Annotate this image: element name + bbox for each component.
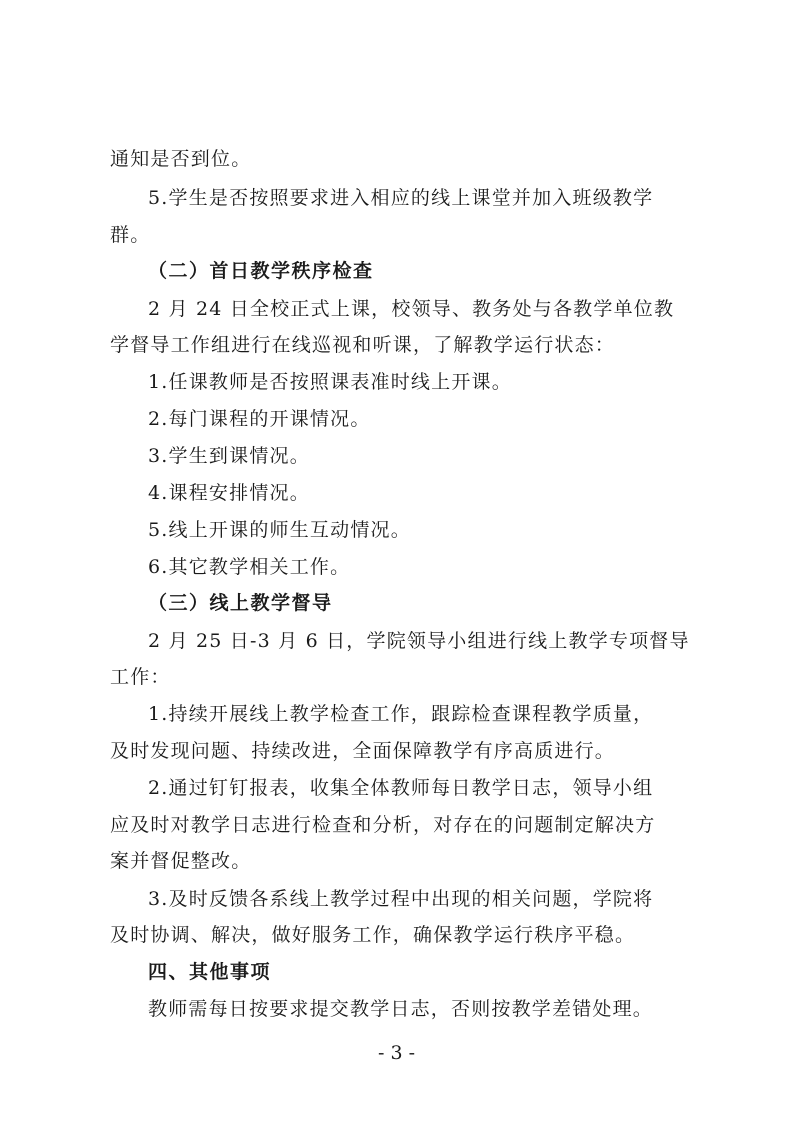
paragraph-line: 及时发现问题、持续改进，全面保障教学有序高质进行。 [110, 740, 616, 762]
paragraph-line: 及时协调、解决，做好服务工作，确保教学运行秩序平稳。 [110, 924, 636, 946]
section-heading: （二）首日教学秩序检查 [148, 260, 374, 282]
paragraph-line: 应及时对教学日志进行检查和分析，对存在的问题制定解决方 [110, 814, 656, 836]
paragraph-line: 2 月 25 日-3 月 6 日，学院领导小组进行线上教学专项督导 [148, 630, 690, 652]
section-heading: （三）线上教学督导 [148, 592, 333, 614]
list-item-line: 6.其它教学相关工作。 [148, 556, 351, 578]
list-item-line: 1.持续开展线上教学检查工作，跟踪检查课程教学质量， [148, 703, 654, 725]
paragraph-line: 学督导工作组进行在线巡视和听课，了解教学运行状态： [110, 334, 616, 356]
list-item-line: 1.任课教师是否按照课表准时线上开课。 [148, 371, 512, 393]
paragraph-line: 2 月 24 日全校正式上课，校领导、教务处与各教学单位教 [148, 298, 675, 320]
paragraph-line: 案并督促整改。 [110, 850, 252, 872]
paragraph-line: 群。 [110, 224, 151, 246]
list-item-line: 5.线上开课的师生互动情况。 [148, 519, 411, 541]
list-item-line: 4.课程安排情况。 [148, 482, 310, 504]
list-item-line: 2.通过钉钉报表，收集全体教师每日教学日志，领导小组 [148, 777, 654, 799]
list-item-line: 2.每门课程的开课情况。 [148, 408, 371, 430]
page-number: - 3 - [377, 1042, 415, 1064]
section-heading: 四、其他事项 [148, 961, 272, 983]
paragraph-line: 通知是否到位。 [110, 148, 252, 170]
list-item-line: 5.学生是否按照要求进入相应的线上课堂并加入班级教学 [148, 187, 654, 209]
paragraph-line: 工作： [110, 666, 171, 688]
paragraph-line: 教师需每日按要求提交教学日志，否则按教学差错处理。 [148, 998, 654, 1020]
list-item-line: 3.学生到课情况。 [148, 445, 310, 467]
list-item-line: 3.及时反馈各系线上教学过程中出现的相关问题，学院将 [148, 888, 654, 910]
